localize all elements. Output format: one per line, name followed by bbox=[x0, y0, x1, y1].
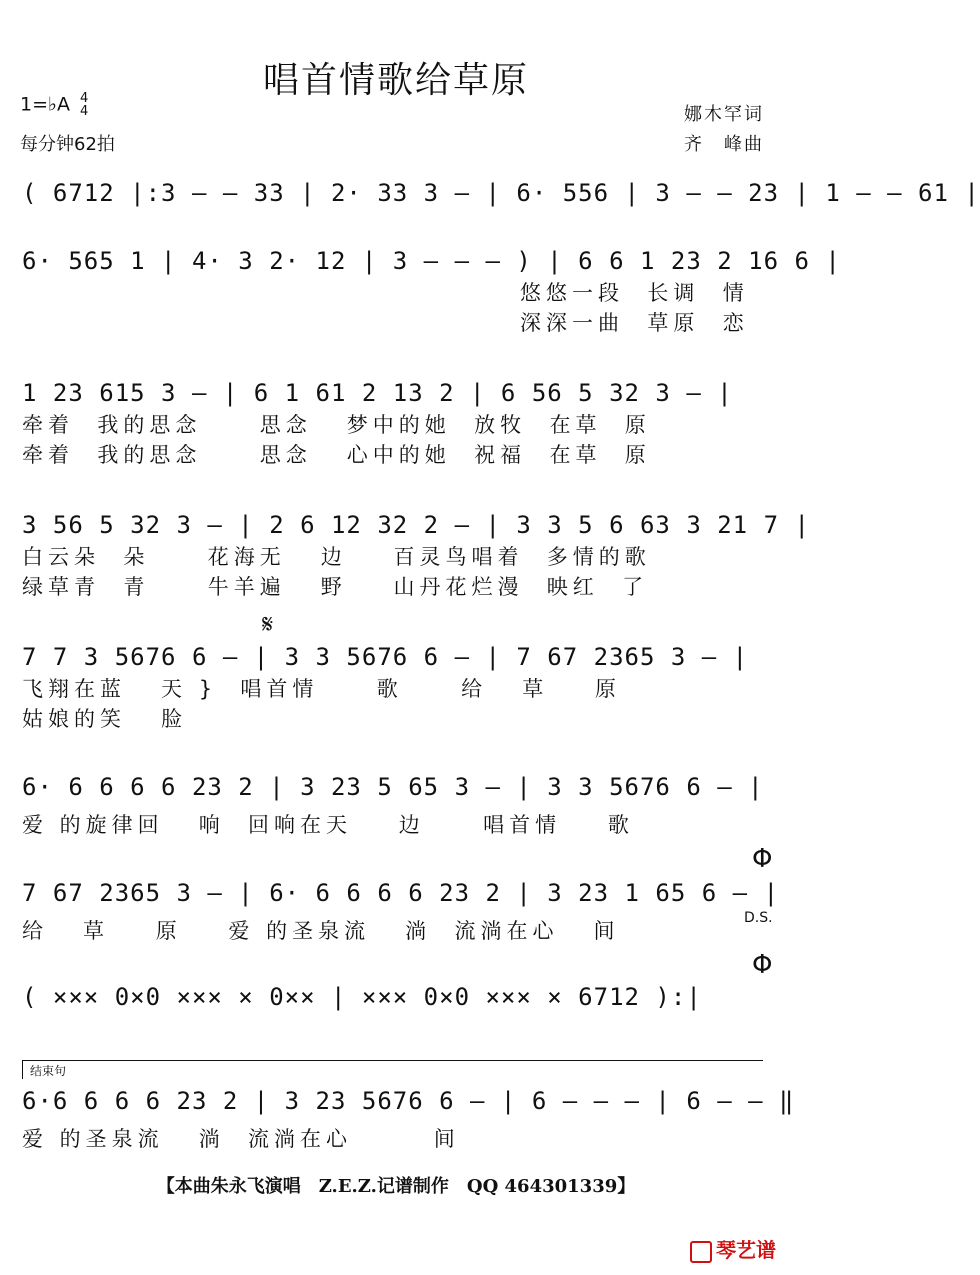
key-signature bbox=[20, 92, 88, 118]
lyricist-credit: 娜木罕词 bbox=[684, 104, 764, 125]
music-system-6 bbox=[22, 770, 770, 840]
notation-line: ( ××× 0×0 ××× × 0×× | ××× 0×0 ××× × 6712 ):| bbox=[22, 983, 702, 1011]
lyric-verse-2: 绿草青 青 牛羊遍 野 山丹花烂漫 映红 了 bbox=[22, 575, 649, 599]
music-system-7 bbox=[22, 876, 780, 946]
lyric-verse-1: 给 草 原 爱 的圣泉流 淌 流淌在心 间 bbox=[22, 919, 620, 943]
notation-line: 6· 6 6 6 6 23 2 | 3 23 5 65 3 — | 3 3 5676 6 — | bbox=[22, 773, 764, 801]
lyric-verse-1: 白云朵 朵 花海无 边 百灵鸟唱着 多情的歌 bbox=[22, 545, 651, 569]
music-system-1 bbox=[22, 176, 980, 210]
music-system-9 bbox=[22, 1084, 795, 1154]
segno-sign: 𝄋 bbox=[262, 610, 274, 640]
music-system-2 bbox=[22, 244, 841, 338]
lyric-verse-2: 姑娘的笑 脸 bbox=[22, 707, 188, 731]
ending-label: 结束句 bbox=[30, 1064, 67, 1078]
song-title: 唱首情歌给草原 bbox=[262, 60, 529, 101]
notation-line: 7 67 2365 3 — | 6· 6 6 6 6 23 2 | 3 23 1 65 6 — | bbox=[22, 879, 780, 907]
logo-icon bbox=[690, 1241, 712, 1263]
credits-footer: 【本曲朱永飞演唱 Z.E.Z.记谱制作 QQ 464301339】 bbox=[156, 1176, 636, 1197]
notation-line: ( 6712 |:3 — — 33 | 2· 33 3 — | 6· 556 | 3 — — 23 | 1 — — 61 | bbox=[22, 179, 980, 207]
dal-segno-marking: D.S. bbox=[744, 910, 773, 926]
lyric-verse-1: 悠悠一段 长调 情 bbox=[520, 281, 749, 305]
logo-text: 琴艺谱 bbox=[716, 1238, 776, 1262]
composer-credit: 齐 峰曲 bbox=[684, 134, 764, 155]
site-logo bbox=[690, 1234, 776, 1263]
lyric-verse-2: 深深一曲 草原 恋 bbox=[520, 311, 749, 335]
music-system-3 bbox=[22, 376, 770, 470]
tempo-marking: 每分钟62拍 bbox=[20, 134, 115, 155]
ending-bracket bbox=[22, 1060, 763, 1079]
lyric-verse-1: 爱 的圣泉流 淌 流淌在心 间 bbox=[22, 1127, 460, 1151]
lyric-verse-1: 飞翔在蓝 天 } 唱首情 歌 给 草 原 bbox=[22, 677, 621, 701]
time-top: 4 bbox=[80, 91, 89, 106]
music-system-4 bbox=[22, 508, 810, 602]
notation-line: 6· 565 1 | 4· 3 2· 12 | 3 — — — ) | 6 6 1 23 2 16 6 | bbox=[22, 247, 841, 275]
coda-sign: Φ bbox=[752, 844, 773, 874]
lyric-verse-1: 爱 的旋律回 响 回响在天 边 唱首情 歌 bbox=[22, 813, 634, 837]
notation-line: 3 56 5 32 3 — | 2 6 12 32 2 — | 3 3 5 6 63 3 21 7 | bbox=[22, 511, 810, 539]
music-system-8 bbox=[22, 980, 770, 1014]
time-bottom: 4 bbox=[80, 104, 89, 119]
coda-sign: Φ bbox=[752, 950, 773, 980]
key-label: 1=♭A bbox=[20, 93, 70, 116]
lyric-verse-1: 牵着 我的思念 思念 梦中的她 放牧 在草 原 bbox=[22, 413, 651, 437]
notation-line: 7 7 3 5676 6 — | 3 3 5676 6 — | 7 67 2365 3 — | bbox=[22, 643, 749, 671]
time-signature bbox=[80, 92, 88, 118]
notation-line: 6·6 6 6 6 23 2 | 3 23 5676 6 — | 6 — — — | 6 — — ‖ bbox=[22, 1087, 795, 1115]
notation-line: 1 23 615 3 — | 6 1 61 2 13 2 | 6 56 5 32 3 — | bbox=[22, 379, 733, 407]
lyric-verse-2: 牵着 我的思念 思念 心中的她 祝福 在草 原 bbox=[22, 443, 651, 467]
music-system-5 bbox=[22, 640, 770, 734]
